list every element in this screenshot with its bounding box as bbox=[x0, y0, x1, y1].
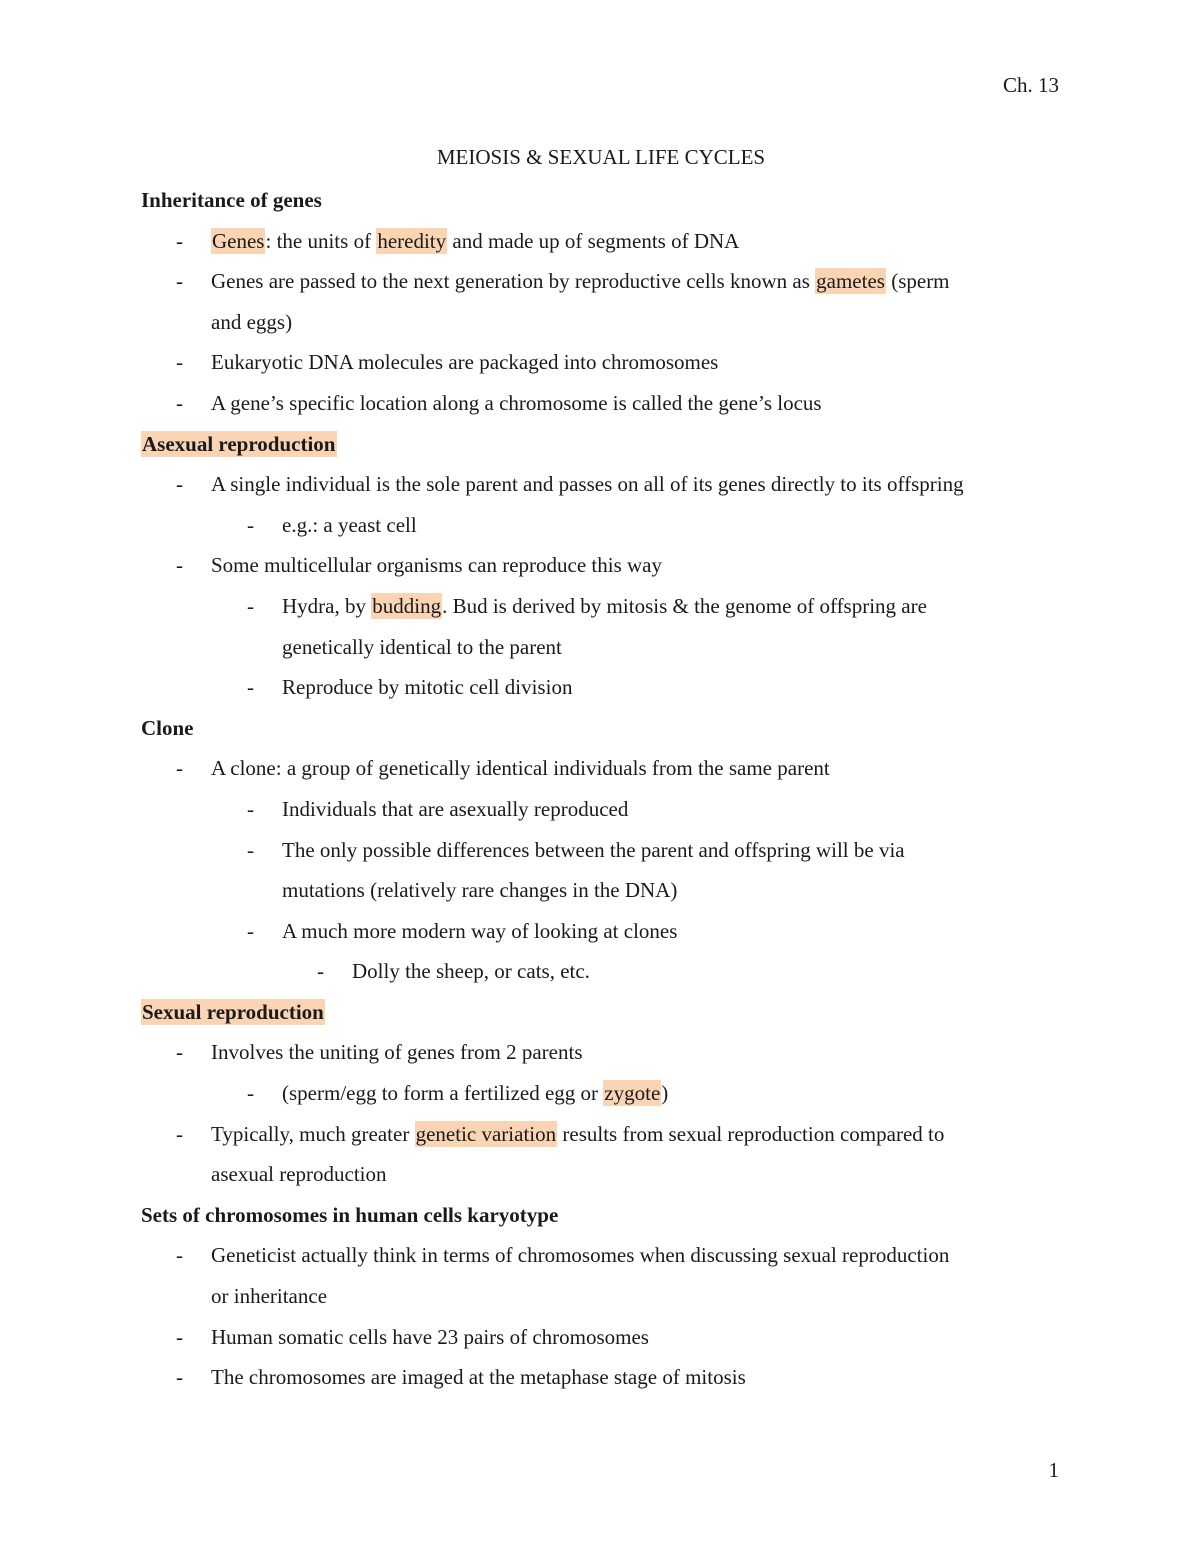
bullet-single-parent: - A single individual is the sole parent and passes on all of its genes directly to its offspring bbox=[141, 464, 1061, 505]
section-heading-asexual: Asexual reproduction bbox=[142, 431, 336, 456]
bullet-hydra-budding: - Hydra, by budding. Bud is derived by mitosis & the genome of offspring are bbox=[141, 586, 1061, 627]
section-heading-inheritance: Inheritance of genes bbox=[141, 188, 322, 212]
bullet-dash: - bbox=[176, 1243, 183, 1268]
bullet-somatic-cells: - Human somatic cells have 23 pairs of chromosomes bbox=[141, 1317, 1061, 1358]
bullet-dash: - bbox=[176, 1121, 183, 1146]
bullet-dash: - bbox=[247, 593, 254, 618]
bullet-dash: - bbox=[176, 472, 183, 497]
bullet-modern-clones: - A much more modern way of looking at clones bbox=[141, 911, 1061, 952]
bullet-dash: - bbox=[247, 837, 254, 862]
bullet-clone-definition: - A clone: a group of genetically identical individuals from the same parent bbox=[141, 748, 1061, 789]
section-heading-karyotype: Sets of chromosomes in human cells karyotype bbox=[141, 1202, 559, 1227]
document-body bbox=[141, 140, 1061, 1398]
bullet-dash: - bbox=[176, 228, 183, 253]
bullet-dash: - bbox=[247, 1081, 254, 1106]
bullet-dash: - bbox=[176, 350, 183, 375]
bullet-dash: - bbox=[176, 1324, 183, 1349]
chapter-label: Ch. 13 bbox=[1002, 73, 1059, 97]
bullet-dash: - bbox=[247, 796, 254, 821]
bullet-dash: - bbox=[176, 1365, 183, 1390]
bullet-dash: - bbox=[176, 553, 183, 578]
bullet-differences: - The only possible differences between the parent and offspring will be via bbox=[141, 830, 1061, 871]
highlight-zygote: zygote bbox=[604, 1081, 661, 1106]
section-heading-clone: Clone bbox=[141, 715, 194, 740]
bullet-dash: - bbox=[176, 756, 183, 781]
section-heading-sexual: Sexual reproduction bbox=[142, 999, 324, 1024]
bullet-two-parents: - Involves the uniting of genes from 2 parents bbox=[141, 1032, 1061, 1073]
bullet-metaphase: - The chromosomes are imaged at the metaphase stage of mitosis bbox=[141, 1357, 1061, 1398]
bullet-dash: - bbox=[176, 1040, 183, 1065]
highlight-heredity: heredity bbox=[377, 228, 447, 253]
bullet-dash: - bbox=[247, 918, 254, 943]
bullet-geneticist: - Geneticist actually think in terms of chromosomes when discussing sexual reproduction bbox=[141, 1235, 1061, 1276]
bullet-mitotic-division: - Reproduce by mitotic cell division bbox=[141, 667, 1061, 708]
document-title: MEIOSIS & SEXUAL LIFE CYCLES bbox=[436, 145, 766, 169]
bullet-eukaryotic-dna: - Eukaryotic DNA molecules are packaged into chromosomes bbox=[141, 342, 1061, 383]
highlight-gametes: gametes bbox=[816, 269, 885, 294]
bullet-yeast-example: - e.g.: a yeast cell bbox=[141, 505, 1061, 546]
bullet-genetic-variation-continuation: asexual reproduction bbox=[211, 1162, 387, 1187]
bullet-dolly: - Dolly the sheep, or cats, etc. bbox=[141, 951, 1061, 992]
highlight-genetic-variation: genetic variation bbox=[415, 1121, 557, 1146]
bullet-geneticist-continuation: or inheritance bbox=[211, 1284, 328, 1309]
page-number: 1 bbox=[1048, 1458, 1059, 1482]
bullet-gametes: - Genes are passed to the next generation by reproductive cells known as gametes (sperm bbox=[141, 261, 1061, 302]
bullet-genes-definition: - Genes: the units of heredity and made up of segments of DNA bbox=[141, 221, 1061, 262]
bullet-gene-locus: - A gene’s specific location along a chromosome is called the gene’s locus bbox=[141, 383, 1061, 424]
bullet-dash: - bbox=[247, 512, 254, 537]
bullet-dash: - bbox=[176, 269, 183, 294]
bullet-dash: - bbox=[176, 390, 183, 415]
highlight-genes: Genes bbox=[212, 228, 265, 253]
bullet-zygote: - (sperm/egg to form a fertilized egg or zygote) bbox=[141, 1073, 1061, 1114]
bullet-gametes-continuation: and eggs) bbox=[211, 309, 293, 334]
bullet-dash: - bbox=[247, 675, 254, 700]
bullet-dash: - bbox=[317, 959, 324, 984]
bullet-genetic-variation: - Typically, much greater genetic variation results from sexual reproduction compared to bbox=[141, 1114, 1061, 1155]
bullet-differences-continuation: mutations (relatively rare changes in the DNA) bbox=[282, 878, 678, 903]
highlight-budding: budding bbox=[372, 593, 442, 618]
bullet-hydra-continuation: genetically identical to the parent bbox=[282, 634, 562, 659]
bullet-asexually-reproduced: - Individuals that are asexually reproduced bbox=[141, 789, 1061, 830]
bullet-multicellular: - Some multicellular organisms can reproduce this way bbox=[141, 545, 1061, 586]
